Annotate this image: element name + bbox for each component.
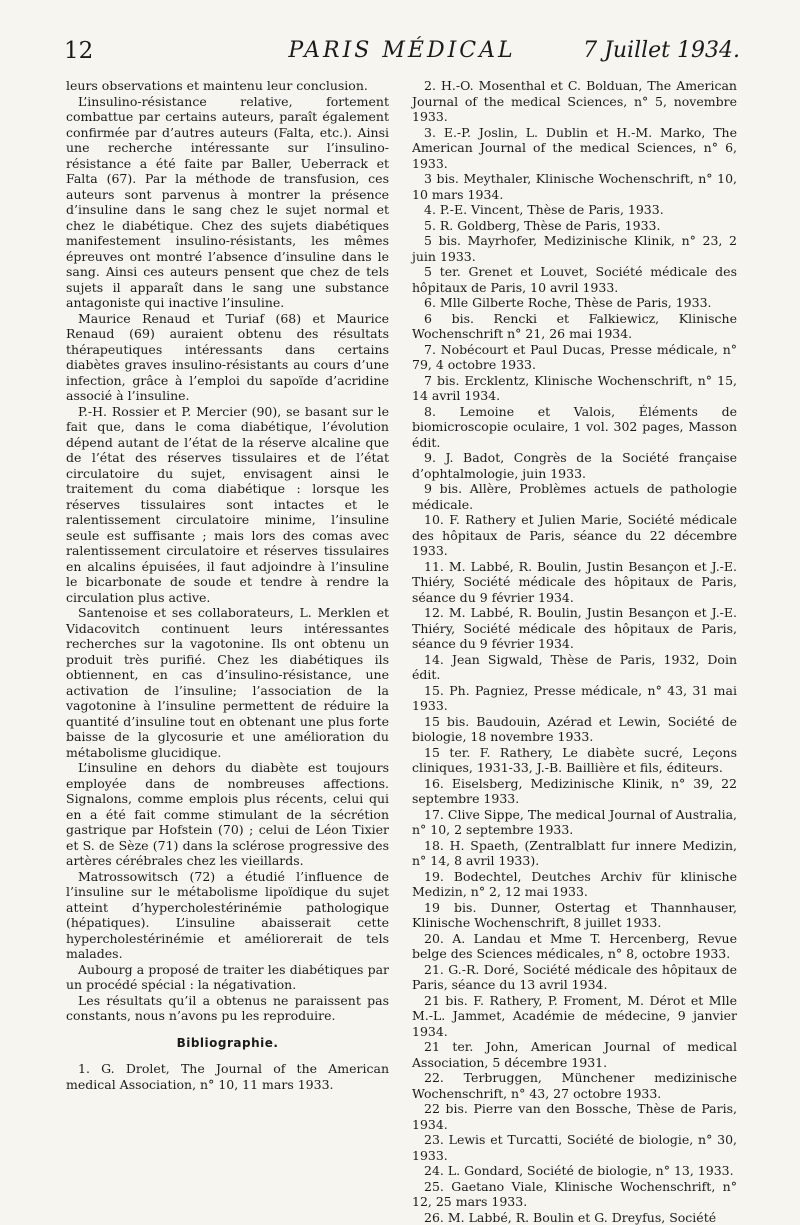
- bibliography-entry: 12. M. Labbé, R. Boulin, Justin Besançon et J.-E. Thiéry, Société médicale des hôpitaux de Paris, séance du 9 février 1934.: [412, 605, 737, 652]
- bibliography-entry: 22. Terbruggen, Münchener medizinische Wochenschrift, n° 43, 27 octobre 1933.: [412, 1070, 737, 1101]
- bibliography-entry: 18. H. Spaeth, (Zentralblatt fur innere Medizin, n° 14, 8 avril 1933).: [412, 838, 737, 869]
- bibliography-entry: 15 ter. F. Rathery, Le diabète sucré, Leçons cliniques, 1931-33, J.-B. Baillière et fils, éditeurs.: [412, 745, 737, 776]
- bibliography-entry: 9. J. Badot, Congrès de la Société française d’ophtalmologie, juin 1933.: [412, 450, 737, 481]
- bibliography-entry: 1. G. Drolet, The Journal of the American medical Association, n° 10, 11 mars 1933.: [66, 1061, 389, 1092]
- bibliography-entry: 20. A. Landau et Mme T. Hercenberg, Revue belge des Sciences médicales, n° 8, octobre 1933.: [412, 931, 737, 962]
- bibliography-entry: 19 bis. Dunner, Ostertag et Thannhauser, Klinische Wochenschrift, 8 juillet 1933.: [412, 900, 737, 931]
- paragraph: P.-H. Rossier et P. Mercier (90), se basant sur le fait que, dans le coma diabétique, l’évolution dépend autant de l’état de la réserve alcaline que de l’état des réserves tissulaires et de l’état circulatoire du sujet, envisagent ainsi le traitement du coma diabétique : lorsque les réserves tissulaires sont intactes et le ralentissement circulatoire minime, l’insuline seule est suffisante ; mais lors des comas avec ralentissement circulatoire et réserves tissulaires en alcalins épuisées, il faut adjoindre à l’insuline le bicarbonate de soude et tendre à rendre la circulation plus active.: [66, 404, 389, 606]
- bibliography-entry: 17. Clive Sippe, The medical Journal of Australia, n° 10, 2 septembre 1933.: [412, 807, 737, 838]
- paragraph: L’insuline en dehors du diabète est toujours employée dans de nombreuses affections. Signalons, comme emplois plus récents, celui qui en a été fait comme stimulant de la sécrétion gastrique par Hofstein (70) ; celui de Léon Tixier et S. de Sèze (71) dans la sclérose progressive des artères cérébrales chez les vieillards.: [66, 760, 389, 869]
- issue-date: 7 Juillet 1934.: [583, 38, 740, 63]
- paragraph: Aubourg a proposé de traiter les diabétiques par un procédé spécial : la négativation.: [66, 962, 389, 993]
- bibliography-entry: 5. R. Goldberg, Thèse de Paris, 1933.: [412, 218, 737, 234]
- paragraph: Matrossowitsch (72) a étudié l’influence de l’insuline sur le métabolisme lipoïdique du sujet atteint d’hypercholestérinémie pathologique (hépatiques). L’insuline abaisserait cette hypercholestérinémie et améliorerait de tels malades.: [66, 869, 389, 962]
- bibliography-entry: 25. Gaetano Viale, Klinische Wochenschrift, n° 12, 25 mars 1933.: [412, 1179, 737, 1210]
- paragraph: Santenoise et ses collaborateurs, L. Merklen et Vidacovitch continuent leurs intéressantes recherches sur la vagotonine. Ils ont obtenu un produit très purifié. Chez les diabétiques ils obtiennent, en cas d’insulino-résistance, une activation de l’insuline; l’association de la vagotonine à l’insuline permettent de réduire la quantité d’insuline tout en obtenant une plus forte baisse de la glycosurie et une amélioration du métabolisme glucidique.: [66, 605, 389, 760]
- bibliography-entry: 5 ter. Grenet et Louvet, Société médicale des hôpitaux de Paris, 10 avril 1933.: [412, 264, 737, 295]
- bibliography-entry: 11. M. Labbé, R. Boulin, Justin Besançon et J.-E. Thiéry, Société médicale des hôpitaux de Paris, séance du 9 février 1934.: [412, 559, 737, 606]
- bibliography-entry: 19. Bodechtel, Deutches Archiv für klinische Medizin, n° 2, 12 mai 1933.: [412, 869, 737, 900]
- paragraph: leurs observations et maintenu leur conclusion.: [66, 78, 389, 94]
- page-number: 12: [64, 38, 93, 64]
- bibliography-entry: 7. Nobécourt et Paul Ducas, Presse médicale, n° 79, 4 octobre 1933.: [412, 342, 737, 373]
- bibliography-entry: 10. F. Rathery et Julien Marie, Société médicale des hôpitaux de Paris, séance du 22 décembre 1933.: [412, 512, 737, 559]
- bibliography-entry: 23. Lewis et Turcatti, Société de biologie, n° 30, 1933.: [412, 1132, 737, 1163]
- bibliography-entry: 2. H.-O. Mosenthal et C. Bolduan, The American Journal of the medical Sciences, n° 5, novembre 1933.: [412, 78, 737, 125]
- bibliography-entry: 4. P.-E. Vincent, Thèse de Paris, 1933.: [412, 202, 737, 218]
- bibliography-entry: 26. M. Labbé, R. Boulin et G. Dreyfus, Société: [412, 1210, 737, 1225]
- bibliography-entry: 14. Jean Sigwald, Thèse de Paris, 1932, Doin édit.: [412, 652, 737, 683]
- bibliography-entry: 5 bis. Mayrhofer, Medizinische Klinik, n° 23, 2 juin 1933.: [412, 233, 737, 264]
- bibliography-entry: 8. Lemoine et Valois, Éléments de biomicroscopie oculaire, 1 vol. 302 pages, Masson édit.: [412, 404, 737, 451]
- bibliography-entry: 21 bis. F. Rathery, P. Froment, M. Dérot et Mlle M.-L. Jammet, Académie de médecine, 9 janvier 1934.: [412, 993, 737, 1040]
- bibliography-entry: 15. Ph. Pagniez, Presse médicale, n° 43, 31 mai 1933.: [412, 683, 737, 714]
- bibliography-entry: 3. E.-P. Joslin, L. Dublin et H.-M. Marko, The American Journal of the medical Sciences, n° 6, 1933.: [412, 125, 737, 172]
- paragraph: Maurice Renaud et Turiaf (68) et Maurice Renaud (69) auraient obtenu des résultats thérapeutiques intéressants dans certains diabètes graves insulino-résistants au cours d’une infection, grâce à l’emploi du sapoïde d’acridine associé à l’insuline.: [66, 311, 389, 404]
- bibliography-entry: 3 bis. Meythaler, Klinische Wochenschrift, n° 10, 10 mars 1934.: [412, 171, 737, 202]
- left-column: [66, 78, 389, 1092]
- journal-title: PARIS MÉDICAL: [64, 38, 740, 63]
- bibliography-heading: Bibliographie.: [66, 1036, 389, 1052]
- bibliography-entry: 22 bis. Pierre van den Bossche, Thèse de Paris, 1934.: [412, 1101, 737, 1132]
- paragraph: L’insulino-résistance relative, fortement combattue par certains auteurs, paraît également confirmée par d’autres auteurs (Falta, etc.). Ainsi une recherche intéressante sur l’insulino-résistance a été faite par Baller, Ueberrack et Falta (67). Par la méthode de transfusion, ces auteurs sont parvenus à montrer la présence d’insuline dans le sang chez le sujet normal et chez le diabétique. Chez des sujets diabétiques manifestement insulino-résistants, les mêmes épreuves ont montré l’absence d’insuline dans le sang. Ainsi ces auteurs pensent que chez de tels sujets il apparaît dans le sang une substance antagoniste qui inactive l’insuline.: [66, 94, 389, 311]
- bibliography-entry: 21. G.-R. Doré, Société médicale des hôpitaux de Paris, séance du 13 avril 1934.: [412, 962, 737, 993]
- bibliography-entry: 24. L. Gondard, Société de biologie, n° 13, 1933.: [412, 1163, 737, 1179]
- bibliography-entry: 15 bis. Baudouin, Azérad et Lewin, Société de biologie, 18 novembre 1933.: [412, 714, 737, 745]
- bibliography-entry: 16. Eiselsberg, Medizinische Klinik, n° 39, 22 septembre 1933.: [412, 776, 737, 807]
- bibliography-entry: 21 ter. John, American Journal of medical Association, 5 décembre 1931.: [412, 1039, 737, 1070]
- bibliography-entry: 6 bis. Rencki et Falkiewicz, Klinische Wochenschrift n° 21, 26 mai 1934.: [412, 311, 737, 342]
- bibliography-entry: 6. Mlle Gilberte Roche, Thèse de Paris, 1933.: [412, 295, 737, 311]
- bibliography-entry: 9 bis. Allère, Problèmes actuels de pathologie médicale.: [412, 481, 737, 512]
- paragraph: Les résultats qu’il a obtenus ne paraissent pas constants, nous n’avons pu les reproduire.: [66, 993, 389, 1024]
- right-column: [412, 78, 737, 1225]
- bibliography-entry: 7 bis. Ercklentz, Klinische Wochenschrift, n° 15, 14 avril 1934.: [412, 373, 737, 404]
- page-header: [64, 36, 740, 70]
